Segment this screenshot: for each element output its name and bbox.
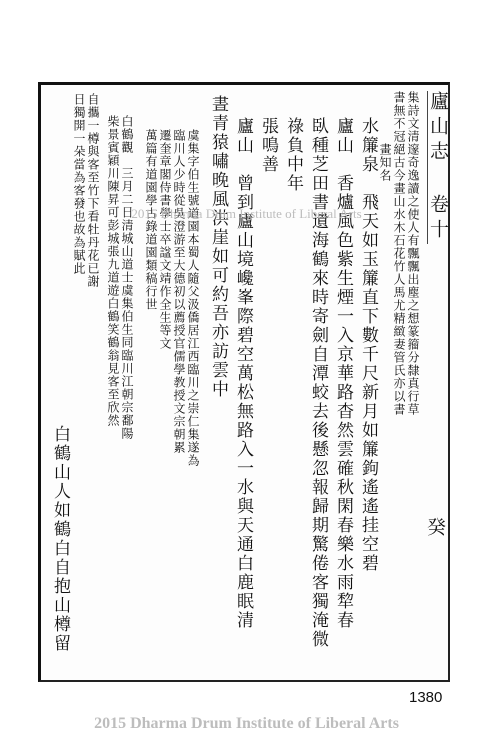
- text-column-16: 柴景賓穎川陳昇可彭城張九道遊白鶴笑鶴翁見客至欣然: [106, 115, 120, 427]
- book-title: 廬山志: [427, 91, 449, 166]
- volume-label: 卷十: [427, 194, 449, 244]
- text-column-8: 張鳴善: [258, 117, 278, 174]
- text-column-4: 水簾泉 飛天如玉簾直下數千尺新月如簾鉤遙遙挂空碧: [358, 117, 378, 573]
- watermark-mid: 2015 Dharma Drum Institute of Liberal Arts: [131, 206, 362, 221]
- text-column-3: 畫知名: [378, 143, 392, 182]
- text-column-13: 遷奎章閣侍書學士卒諡文靖作全生等文: [158, 129, 172, 350]
- right-mark: 癸: [424, 517, 446, 538]
- text-column-18: 日獨開一朵當為客發也故為賦此: [72, 93, 86, 275]
- text-column-7: 祿負中年: [283, 117, 303, 193]
- page-number: 1380: [409, 689, 443, 706]
- text-column-12: 臨川人少時從吳澄游至大德初以薦授官儒學教授文宗朝累: [172, 129, 186, 454]
- text-column-6: 臥種芝田書遺海鶴來時寄劍自潭蛟去後懸忽報歸期驚倦客獨淹微: [308, 117, 328, 649]
- text-column-17: 自攜一樽與客至竹下看牡丹花已謝: [86, 93, 100, 288]
- text-column-5: 廬山 香爐風色紫生煙一入京華路杳然雲確秋閑春樂水雨犂春: [333, 117, 353, 630]
- text-column-10: 晝青猿嘯晚風洪崖如可約吾亦訪雲中: [208, 95, 228, 399]
- text-column-11: 虞集字伯生號道園本蜀人隨父汲僑居江西臨川之崇仁集遂為: [186, 129, 200, 467]
- text-column-14: 萬篇有道園學古錄道園類稿行世: [144, 129, 158, 311]
- text-column-15: 白鶴觀 三月二日清城山道士虞集伯生同臨川江朝宗鄱陽: [120, 115, 134, 440]
- text-column-9: 廬山 曾到廬山境巉峯際碧空萬松無路入一水與天通白鹿眠清: [233, 117, 253, 630]
- text-column-19: 白鶴山人如鶴白自抱山樽留: [50, 425, 70, 653]
- text-column-1: 集詩文清邃奇逸讀之使人有飄飄出塵之想篆籀分隸真行草: [406, 91, 420, 416]
- page-frame: [38, 82, 450, 682]
- watermark-footer: 2015 Dharma Drum Institute of Liberal Arts: [94, 715, 399, 732]
- text-column-2: 書無不冠絕古今畫山水木石花竹人馬尤精緻妻管氏亦以書: [392, 91, 406, 416]
